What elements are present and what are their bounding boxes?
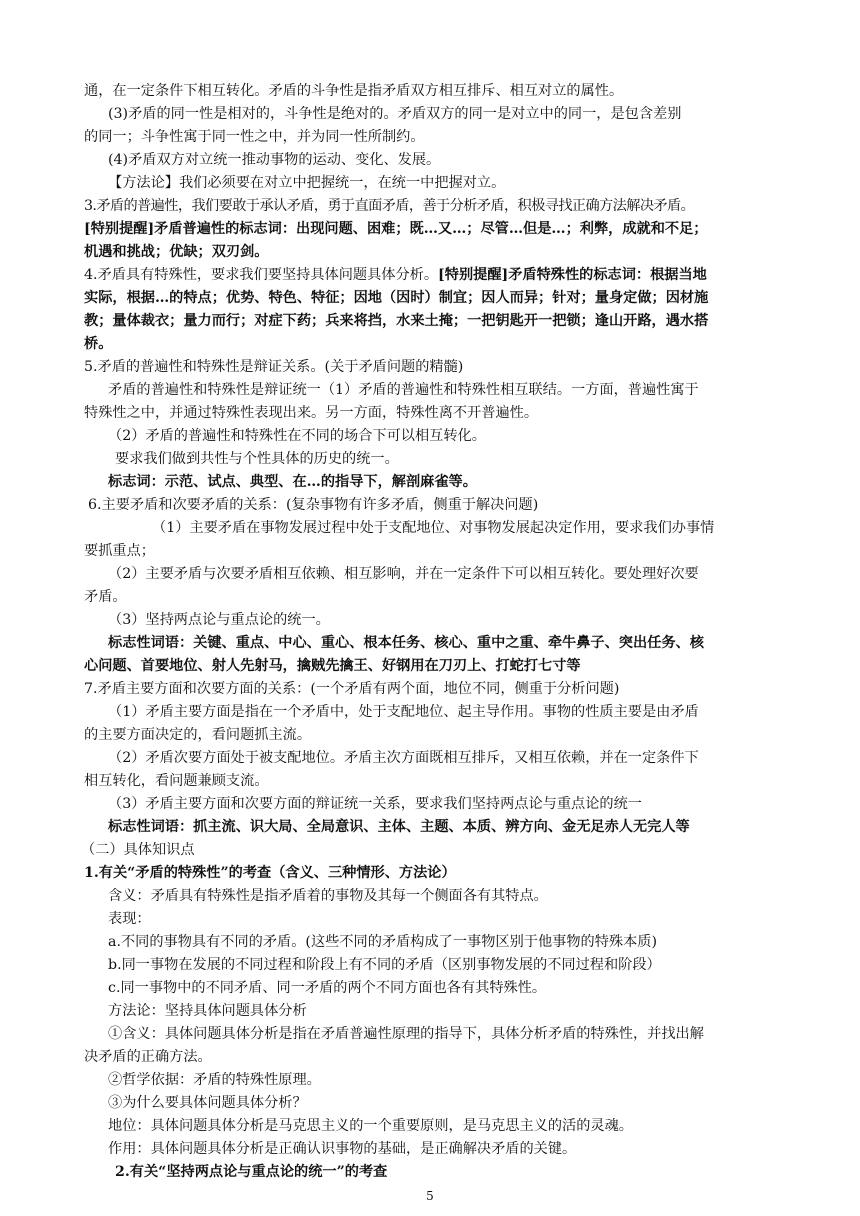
highlight-segment: [特别提醒]矛盾特殊性的标志词：根据当地 [438,267,707,283]
highlight-line: 标志词：示范、试点、典型、在…的指导下，解剖麻雀等。 [108,474,477,490]
text-line: 3.矛盾的普遍性，我们要敢于承认矛盾，勇于直面矛盾，善于分析矛盾，积极寻找正确方法解决矛盾。 [84,198,695,214]
text-line: 决矛盾的正确方法。 [84,1049,212,1065]
page-number: 5 [426,1189,434,1203]
text-line: （2）矛盾次要方面处于被支配地位。矛盾主次方面既相互排斥，又相互依赖，并在一定条件下 [108,750,699,766]
text-line: (3)矛盾的同一性是相对的，斗争性是绝对的。矛盾双方的同一是对立中的同一，是包含差别 [108,106,682,122]
text-line: 5.矛盾的普遍性和特殊性是辩证关系。(关于矛盾问题的精髓) [84,359,464,375]
text-line: 要求我们做到共性与个性具体的历史的统一。 [115,451,399,467]
highlight-line: 标志性词语：关键、重点、中心、重心、根本任务、核心、重中之重、牵牛鼻子、突出任务、核 [108,635,704,651]
text-line: （2）主要矛盾与次要矛盾相互依赖、相互影响，并在一定条件下可以相互转化。要处理好次要 [108,566,699,582]
text-line: 矛盾。 [84,589,127,605]
text-line: 地位：具体问题具体分析是马克思主义的一个重要原则，是马克思主义的活的灵魂。 [108,1118,633,1134]
text-line: ①含义：具体问题具体分析是指在矛盾普遍性原理的指导下，具体分析矛盾的特殊性，并找出解 [108,1026,704,1042]
section-heading: （二）具体知识点 [81,842,195,858]
highlight-line: 机遇和挑战；优缺；双刃剑。 [84,244,269,260]
highlight-line: 桥。 [84,336,113,352]
text-line: （1）主要矛盾在事物发展过程中处于支配地位、对事物发展起决定作用，要求我们办事情 [152,520,715,536]
highlight-line: 教；量体裁衣；量力而行；对症下药；兵来将挡，水来土掩；一把钥匙开一把锁；逢山开路，遇水搭 [84,313,709,329]
highlight-line: [特别提醒]矛盾普遍性的标志词：出现问题、困难；既…又…；尽管…但是…；利弊，成就和不足； [84,221,708,237]
text-line: （2）矛盾的普遍性和特殊性在不同的场合下可以相互转化。 [108,428,486,444]
section-heading: 1.有关“矛盾的特殊性”的考查（含义、三种情形、方法论） [84,865,456,881]
text-line: 的主要方面决定的，看问题抓主流。 [84,727,312,743]
text-line [84,264,707,286]
text-line: 【方法论】我们必须要在对立中把握统一，在统一中把握对立。 [108,175,506,191]
text-line: 相互转化，看问题兼顾支流。 [84,773,269,789]
text-line: a.不同的事物具有不同的矛盾。(这些不同的矛盾构成了一事物区别于他事物的特殊本质) [108,934,657,950]
text-line: c.同一事物中的不同矛盾、同一矛盾的两个不同方面也各有其特殊性。 [108,980,547,996]
text-line: （3）矛盾主要方面和次要方面的辩证统一关系，要求我们坚持两点论与重点论的统一 [108,796,642,812]
text-line: ②哲学依据：矛盾的特殊性原理。 [108,1072,321,1088]
text-line: b.同一事物在发展的不同过程和阶段上有不同的矛盾（区别事物发展的不同过程和阶段） [108,957,661,973]
text-line: （3）坚持两点论与重点论的统一。 [108,612,330,628]
text-line: 通，在一定条件下相互转化。矛盾的斗争性是指矛盾双方相互排斥、相互对立的属性。 [84,83,624,99]
highlight-line: 心问题、首要地位、射人先射马，擒贼先擒王、好钢用在刀刃上、打蛇打七寸等 [84,658,581,674]
highlight-line: 标志性词语：抓主流、识大局、全局意识、主体、主题、本质、辨方向、金无足赤人无完人等 [108,819,690,835]
text-line: 方法论：坚持具体问题具体分析 [108,1003,307,1019]
text-line: 矛盾的普遍性和特殊性是辩证统一（1）矛盾的普遍性和特殊性相互联结。一方面，普遍性寓于 [108,382,699,398]
text-line: 表现： [108,911,151,927]
text-line: 7.矛盾主要方面和次要方面的关系：(一个矛盾有两个面，地位不同，侧重于分析问题) [84,681,620,697]
text-line: （1）矛盾主要方面是指在一个矛盾中，处于支配地位、起主导作用。事物的性质主要是由矛盾 [108,704,699,720]
text-segment: 4.矛盾具有特殊性，要求我们要坚持具体问题具体分析。 [84,267,439,283]
highlight-line: 实际，根据…的特点；优势、特色、特征；因地（因时）制宜；因人而异；针对；量身定做；因材施 [84,290,709,306]
text-line: (4)矛盾双方对立统一推动事物的运动、变化、发展。 [108,152,441,168]
text-line: 特殊性之中，并通过特殊性表现出来。另一方面，特殊性离不开普遍性。 [84,405,539,421]
text-line: 要抓重点； [84,543,155,559]
text-line: ③为什么要具体问题具体分析？ [108,1095,307,1111]
text-line: 的同一；斗争性寓于同一性之中，并为同一性所制约。 [84,129,425,145]
text-line: 6.主要矛盾和次要矛盾的关系：(复杂事物有许多矛盾，侧重于解决问题) [88,497,539,513]
text-line: 作用：具体问题具体分析是正确认识事物的基础，是正确解决矛盾的关键。 [108,1141,577,1157]
text-line: 含义：矛盾具有特殊性是指矛盾着的事物及其每一个侧面各有其特点。 [108,888,548,904]
section-heading: 2.有关“坚持两点论与重点论的统一”的考查 [115,1164,388,1180]
